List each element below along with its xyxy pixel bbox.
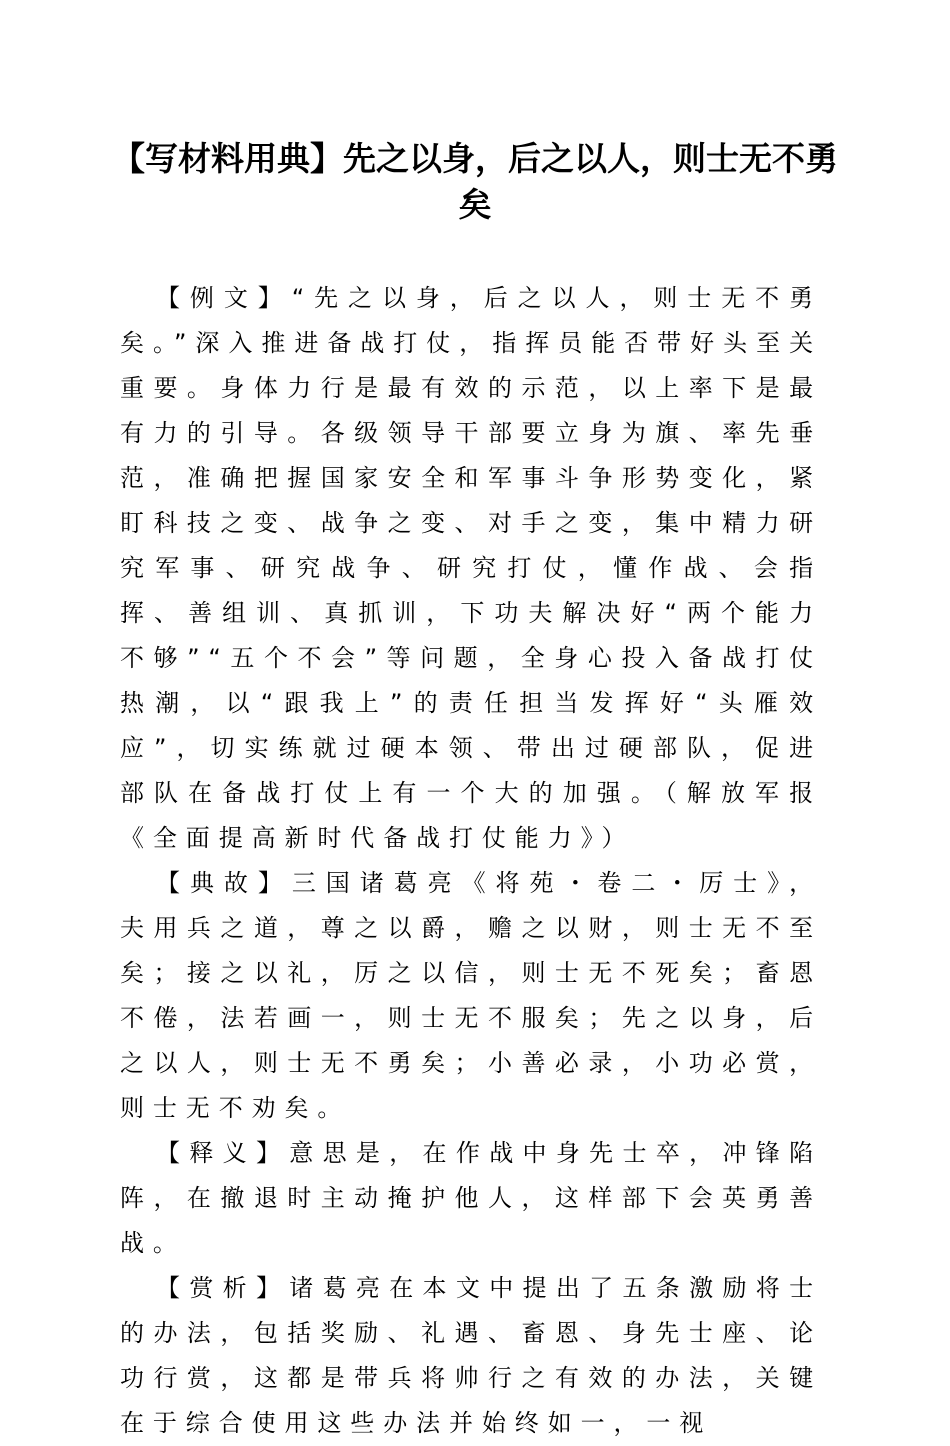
paragraph-example: [120, 276, 822, 861]
paragraph-meaning: [120, 1131, 822, 1266]
paragraph-text: 意思是，在作战中身先士卒，冲锋陷阵，在撤退时主动掩护他人，这样部下会英勇善战。: [120, 1139, 822, 1257]
section-tag-example: 【例文】: [156, 284, 292, 312]
paragraph-appreciation: [120, 1266, 822, 1446]
paragraph-text: 三国诸葛亮《将苑・卷二・厉士》，夫用兵之道，尊之以爵，赡之以财，则士无不至矣；接之以礼，厉之以信，则士无不死矣；畜恩不倦，法若画一，则士无不服矣；先之以身，后之以人，则士无不勇矣；小善必录，小功必赏，则士无不劝矣。: [120, 869, 822, 1122]
document-title: 【写材料用典】先之以身，后之以人，则士无不勇矣: [112, 139, 838, 224]
section-tag-meaning: 【释义】: [156, 1139, 290, 1167]
section-tag-appreciation: 【赏析】: [156, 1274, 290, 1302]
paragraph-text: “先之以身，后之以人，则士无不勇矣。”深入推进备战打仗，指挥员能否带好头至关重要。身体力行是最有效的示范，以上率下是最有力的引导。各级领导干部要立身为旗、率先垂范，准确把握国家安全和军事斗争形势变化，紧盯科技之变、战争之变、对手之变，集中精力研究军事、研究战争、研究打仗，懂作战、会指挥、善组训、真抓训，下功夫解决好“两个能力不够”“五个不会”等问题，全身心投入备战打仗热潮，以“跟我上”的责任担当发挥好“头雁效应”，切实练就过硬本领、带出过硬部队，促进部队在备战打仗上有一个大的加强。（解放军报《全面提高新时代备战打仗能力》）: [120, 284, 822, 852]
document-body: [120, 276, 822, 1446]
section-tag-allusion: 【典故】: [156, 869, 292, 897]
paragraph-text: 诸葛亮在本文中提出了五条激励将士的办法，包括奖励、礼遇、畜恩、身先士座、论功行赏，这都是带兵将帅行之有效的办法，关键在于综合使用这些办法并始终如一，一视: [120, 1274, 822, 1437]
paragraph-allusion: [120, 861, 822, 1131]
